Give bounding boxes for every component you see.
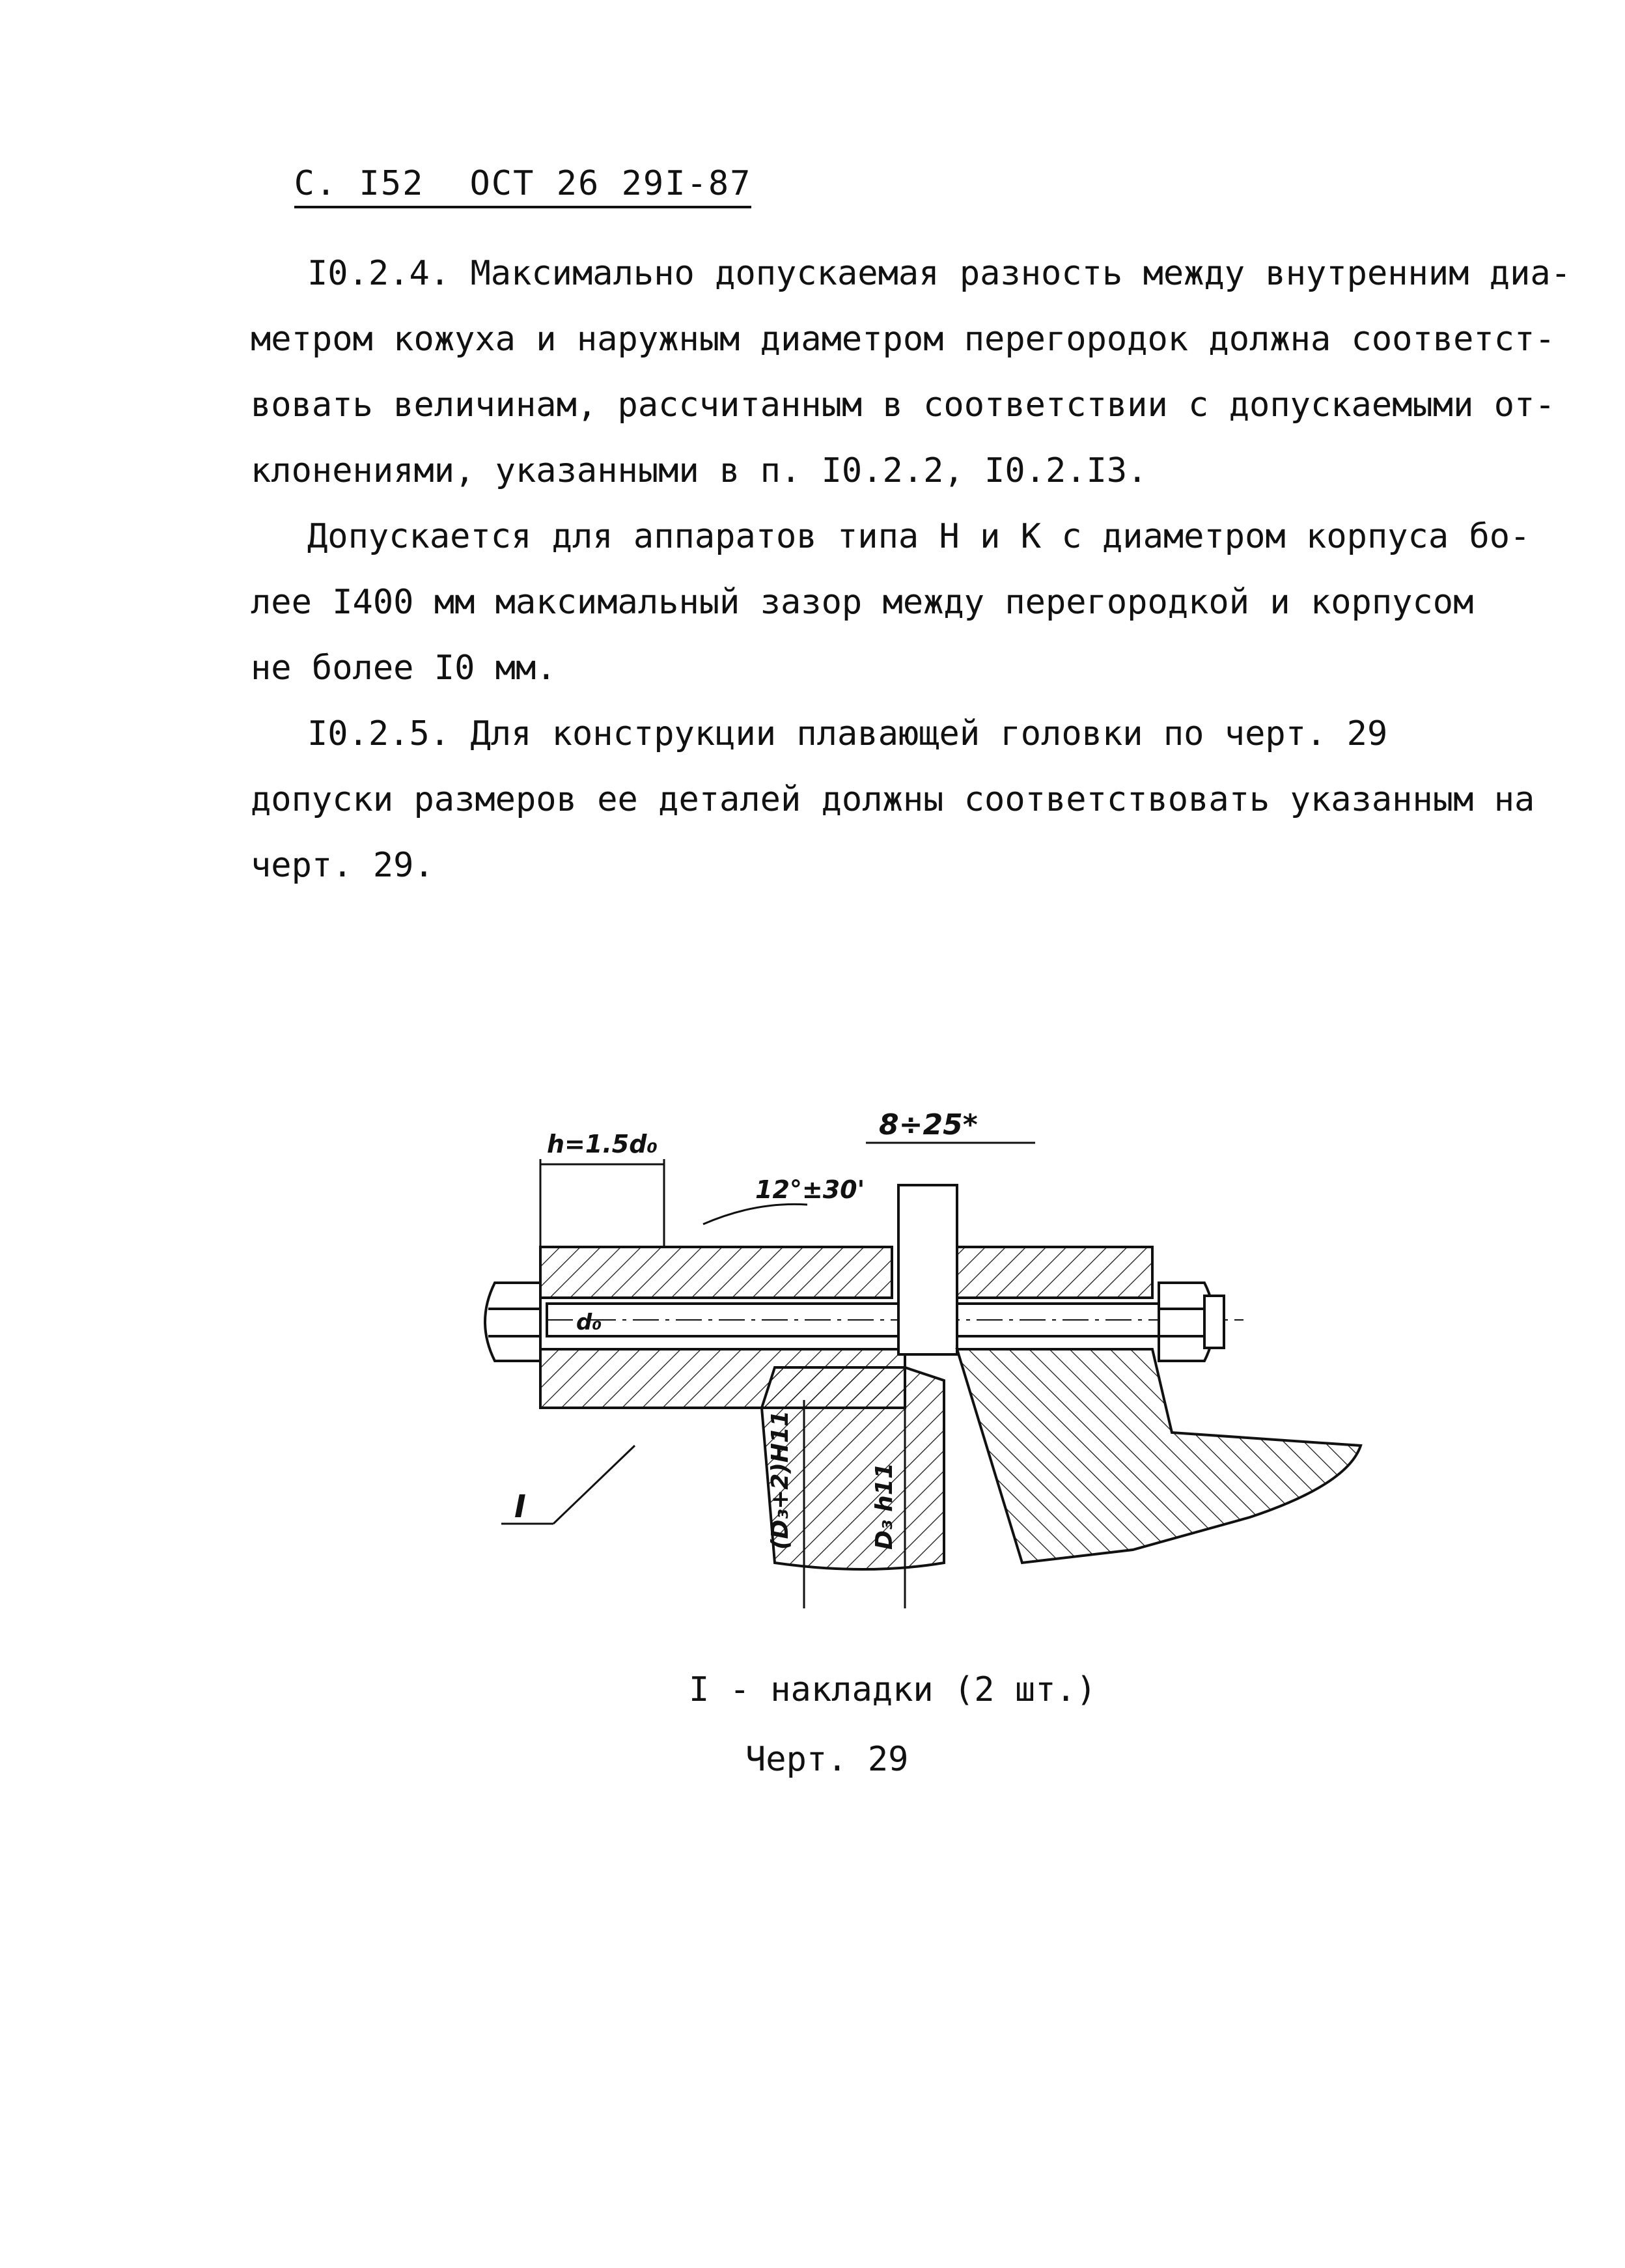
spacer-slot — [898, 1185, 957, 1354]
text-line: клонениями, указанными в п. I0.2.2, I0.2.I3. — [251, 451, 1148, 490]
standard-number: ОСТ 26 29I-87 — [469, 164, 751, 208]
gap-label: 8÷25* — [879, 1108, 978, 1141]
dim-left-label: (D₃+2)H11 — [767, 1410, 794, 1550]
figure-legend: I - накладки (2 шт.) — [689, 1670, 1097, 1709]
body-text — [251, 241, 1572, 899]
text-line: I0.2.4. Максимально допускаемая разность между внутренним диа- — [307, 254, 1572, 293]
shell — [957, 1349, 1361, 1563]
text-line: I0.2.5. Для конструкции плавающей головки по черт. 29 — [307, 714, 1388, 753]
page-header — [251, 125, 751, 208]
dim-right-label: D₃ h11 — [871, 1463, 898, 1550]
top-plate-right — [957, 1247, 1152, 1298]
figure-title: Черт. 29 — [745, 1740, 909, 1779]
part-ref-label: I — [514, 1489, 526, 1525]
text-line: Допускается для аппаратов типа Н и К с диаметром корпуса бо- — [307, 517, 1531, 556]
text-line: черт. 29. — [251, 846, 434, 885]
text-line: допуски размеров ее деталей должны соответствовать указанным на — [251, 780, 1535, 819]
page-number: С. I52 — [294, 164, 424, 208]
left-nut — [485, 1283, 540, 1361]
top-plate-left — [540, 1247, 892, 1298]
bolt-dia-label: d₀ — [576, 1309, 602, 1336]
floating-head-drawing — [449, 1094, 1400, 1680]
height-label: h=1.5d₀ — [547, 1130, 658, 1158]
text-line: вовать величинам, рассчитанным в соответствии с допускаемыми от- — [251, 385, 1555, 425]
angle-label: 12°±30' — [755, 1175, 865, 1204]
text-line: не более I0 мм. — [251, 649, 557, 688]
text-line: лее I400 мм максимальный зазор между перегородкой и корпусом — [251, 583, 1474, 622]
right-nut — [1159, 1283, 1224, 1361]
text-line: метром кожуха и наружным диаметром перегородок должна соответст- — [251, 320, 1555, 359]
